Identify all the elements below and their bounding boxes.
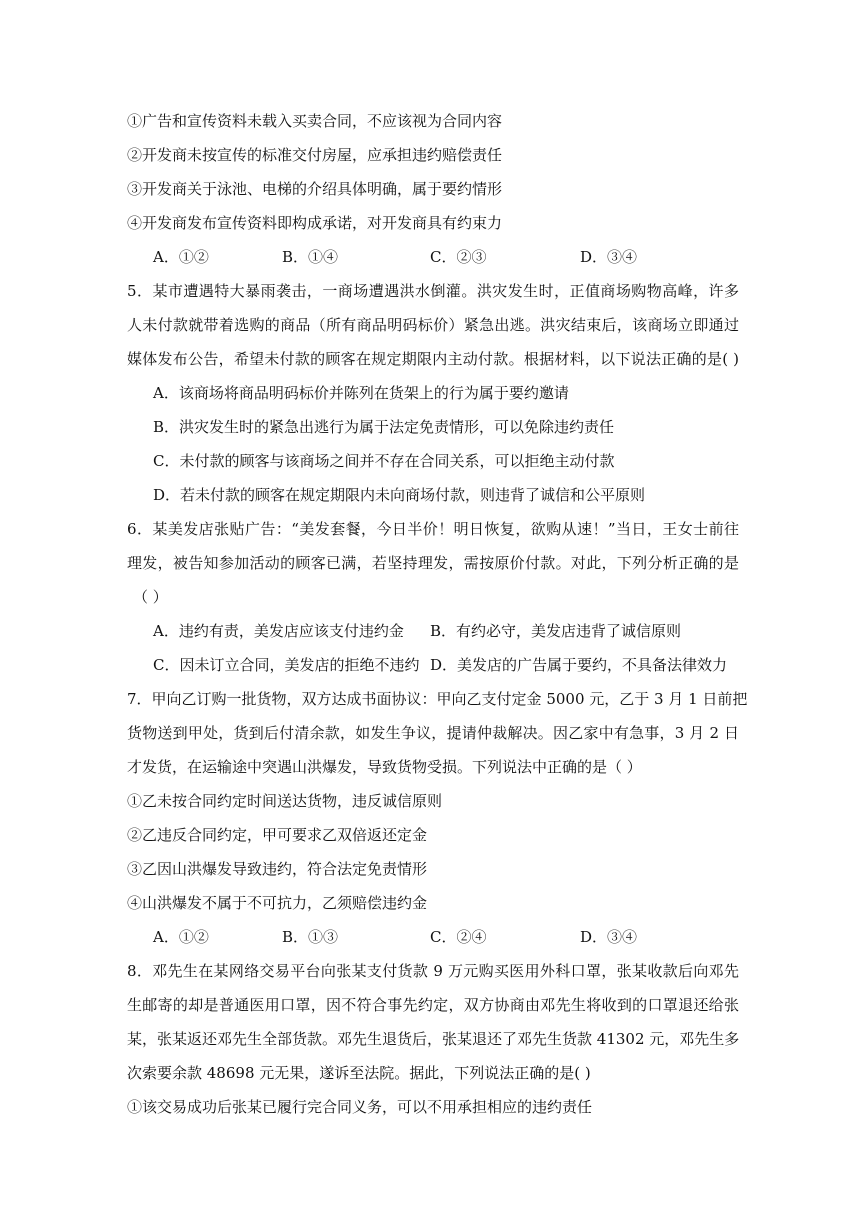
q7-item-4: ④山洪爆发不属于不可抗力，乙须赔偿违约金 bbox=[127, 894, 428, 912]
q5-option-b: B．洪灾发生时的紧急出逃行为属于法定免责情形，可以免除违约责任 bbox=[153, 418, 615, 436]
q5-stem-line-1: 5．某市遭遇特大暴雨袭击，一商场遭遇洪水倒灌。洪灾发生时，正值商场购物高峰，许多 bbox=[127, 282, 739, 300]
q5-option-a: A．该商场将商品明码标价并陈列在货架上的行为属于要约邀请 bbox=[153, 384, 569, 402]
q4-item-3: ③开发商关于泳池、电梯的介绍具体明确，属于要约情形 bbox=[127, 180, 503, 198]
q4-item-1: ①广告和宣传资料未载入买卖合同，不应该视为合同内容 bbox=[127, 112, 503, 130]
q4-option-a: A．①② bbox=[153, 248, 209, 266]
q7-item-2: ②乙违反合同约定，甲可要求乙双倍返还定金 bbox=[127, 826, 428, 844]
q7-stem-line-1: 7．甲向乙订购一批货物，双方达成书面协议：甲向乙支付定金 5000 元，乙于 3 月 1 日前把 bbox=[127, 690, 748, 708]
q8-stem-line-4: 次索要余款 48698 元无果，遂诉至法院。据此，下列说法正确的是( ) bbox=[127, 1064, 591, 1082]
q7-item-3: ③乙因山洪爆发导致违约，符合法定免责情形 bbox=[127, 860, 428, 878]
q7-option-a: A．①② bbox=[153, 928, 209, 946]
q7-item-1: ①乙未按合同约定时间送达货物，违反诚信原则 bbox=[127, 792, 443, 810]
q7-stem-line-2: 货物送到甲处，货到后付清余款，如发生争议，提请仲裁解决。因乙家中有急事，3 月 2 日 bbox=[127, 724, 739, 742]
q7-option-b: B．①③ bbox=[282, 928, 339, 946]
q8-stem-line-1: 8．邓先生在某网络交易平台向张某支付货款 9 万元购买医用外科口罩，张某收款后向邓先 bbox=[127, 962, 739, 980]
q7-option-d: D．③④ bbox=[580, 928, 638, 946]
q4-option-d: D．③④ bbox=[580, 248, 638, 266]
q6-option-d: D．美发店的广告属于要约，不具备法律效力 bbox=[430, 656, 728, 674]
q6-option-c: C．因未订立合同，美发店的拒绝不违约 bbox=[153, 656, 420, 674]
q6-option-b: B．有约必守，美发店违背了诚信原则 bbox=[430, 622, 682, 640]
q6-option-a: A．违约有责，美发店应该支付违约金 bbox=[153, 622, 404, 640]
q5-stem-line-3: 媒体发布公告，希望未付款的顾客在规定期限内主动付款。根据材料，以下说法正确的是( ) bbox=[127, 350, 739, 368]
q7-option-c: C．②④ bbox=[430, 928, 487, 946]
q5-option-d: D．若未付款的顾客在规定期限内未向商场付款，则违背了诚信和公平原则 bbox=[153, 486, 646, 504]
q8-stem-line-3: 某，张某返还邓先生全部货款。邓先生退货后，张某退还了邓先生货款 41302 元，邓先生多 bbox=[127, 1030, 740, 1048]
q4-item-2: ②开发商未按宣传的标准交付房屋，应承担违约赔偿责任 bbox=[127, 146, 503, 164]
q4-option-b: B．①④ bbox=[282, 248, 339, 266]
q5-stem-line-2: 人未付款就带着选购的商品（所有商品明码标价）紧急出逃。洪灾结束后，该商场立即通过 bbox=[127, 316, 739, 334]
q6-stem-line-1: 6．某美发店张贴广告：“美发套餐，今日半价！明日恢复，欲购从速！”当日，王女士前往 bbox=[127, 520, 739, 538]
q7-stem-line-3: 才发货，在运输途中突遇山洪爆发，导致货物受损。下列说法中正确的是（ ） bbox=[127, 758, 642, 776]
q6-stem-line-3: （ ） bbox=[133, 588, 168, 606]
q8-item-1: ①该交易成功后张某已履行完合同义务，可以不用承担相应的违约责任 bbox=[127, 1098, 593, 1116]
q5-option-c: C．未付款的顾客与该商场之间并不存在合同关系，可以拒绝主动付款 bbox=[153, 452, 615, 470]
q4-item-4: ④开发商发布宣传资料即构成承诺，对开发商具有约束力 bbox=[127, 214, 503, 232]
q6-stem-line-2: 理发，被告知参加活动的顾客已满，若坚持理发，需按原价付款。对此，下列分析正确的是 bbox=[127, 554, 739, 572]
q8-stem-line-2: 生邮寄的却是普通医用口罩，因不符合事先约定，双方协商由邓先生将收到的口罩退还给张 bbox=[127, 996, 739, 1014]
q4-option-c: C．②③ bbox=[430, 248, 487, 266]
